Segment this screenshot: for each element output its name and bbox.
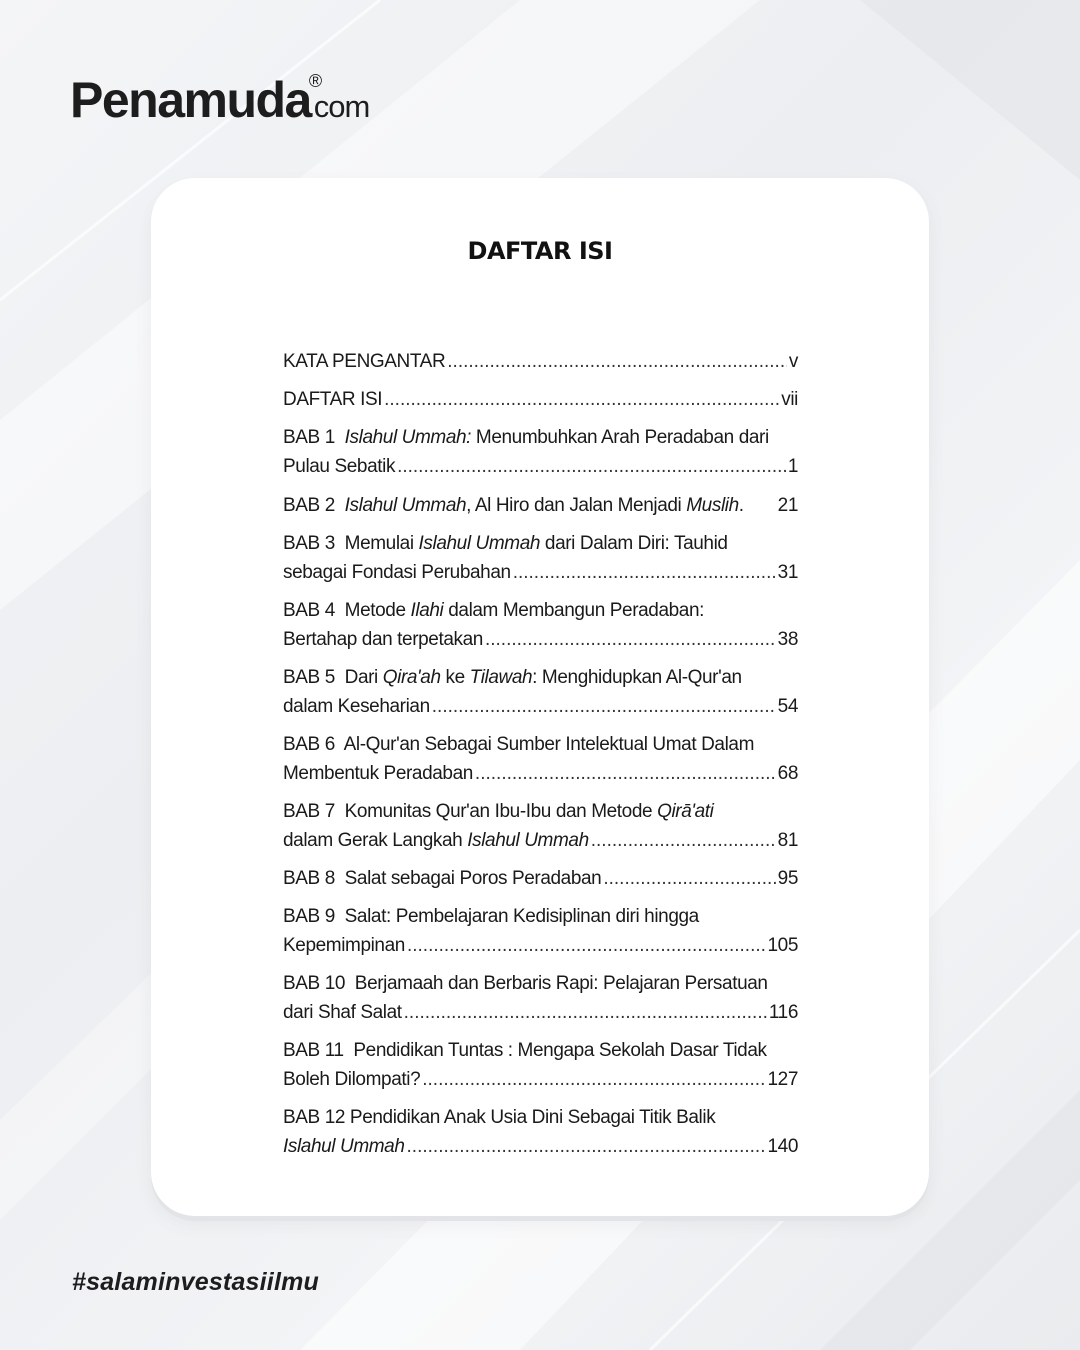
chapter-title: Al-Qur'an Sebagai Sumber Intelektual Umat Dalam (343, 734, 755, 755)
toc-entry (283, 596, 798, 654)
toc-entry-page: 105 (767, 935, 798, 956)
dot-leader (384, 385, 779, 414)
toc-entry (283, 385, 798, 414)
dot-leader (447, 347, 787, 376)
chapter-title-continued: dari Shaf Salat (283, 1002, 402, 1023)
chapter-title: Menumbuhkan Arah Peradaban dari (471, 427, 769, 448)
toc-entry-label: KATA PENGANTAR (283, 351, 446, 372)
toc-entry (283, 347, 798, 376)
toc-entry (283, 902, 798, 960)
document-card (151, 178, 929, 1216)
toc-entry (283, 864, 798, 893)
chapter-title: dalam Membangun Peradaban: (443, 600, 705, 621)
toc-entry-page: 38 (777, 629, 798, 650)
dot-leader (513, 558, 776, 587)
registered-mark: ® (308, 71, 323, 91)
toc-entry-page: v (788, 351, 798, 372)
chapter-title-continued: sebagai Fondasi Perubahan (283, 562, 511, 583)
chapter-title-italic: Islahul Ummah (418, 533, 541, 554)
chapter-title-italic: Islahul Ummah (344, 495, 467, 516)
chapter-title-continued: dalam Keseharian (283, 696, 430, 717)
toc-entry-page: 68 (777, 763, 798, 784)
toc-entry (283, 1036, 798, 1094)
chapter-title-continued: Bertahap dan terpetakan (283, 629, 483, 650)
chapter-number: BAB 6 (283, 734, 335, 755)
chapter-title: . (738, 495, 744, 516)
chapter-title: ke (440, 667, 470, 688)
toc-entry-page: 31 (777, 562, 798, 583)
brand-logo (70, 70, 369, 130)
hashtag: #salaminvestasiilmu (72, 1268, 319, 1296)
toc-entry-page: vii (781, 389, 798, 410)
dot-leader (591, 826, 776, 855)
chapter-title-italic: Muslih (686, 495, 739, 516)
chapter-number: BAB 10 (283, 973, 346, 994)
chapter-number: BAB 2 (283, 495, 335, 516)
chapter-title: Memulai (344, 533, 419, 554)
toc-entry-page: 140 (767, 1136, 798, 1157)
toc-entry (283, 797, 798, 855)
chapter-title-continued: Membentuk Peradaban (283, 763, 473, 784)
toc-entry (283, 529, 798, 587)
chapter-title: , Al Hiro dan Jalan Menjadi (466, 495, 687, 516)
chapter-number: BAB 1 (283, 427, 335, 448)
toc-entry-label: DAFTAR ISI (283, 389, 383, 410)
chapter-number: BAB 9 (283, 906, 335, 927)
chapter-title: Pendidikan Anak Usia Dini Sebagai Titik Balik (349, 1107, 716, 1128)
chapter-number: BAB 8 (283, 868, 335, 889)
chapter-number: BAB 5 (283, 667, 335, 688)
dot-leader (404, 998, 767, 1027)
dot-leader (603, 864, 775, 893)
dot-leader (475, 759, 776, 788)
chapter-title: Metode (344, 600, 411, 621)
toc-entry-page: 54 (777, 696, 798, 717)
chapter-number: BAB 11 (283, 1040, 344, 1061)
chapter-title: Pendidikan Tuntas : Mengapa Sekolah Dasar Tidak (353, 1040, 767, 1061)
document-title: DAFTAR ISI (467, 237, 613, 265)
chapter-title: dari Dalam Diri: Tauhid (540, 533, 728, 554)
dot-leader (485, 625, 776, 654)
chapter-number: BAB 12 (283, 1107, 346, 1128)
chapter-title-continued: Kepemimpinan (283, 935, 405, 956)
chapter-title-continued: Boleh Dilompati? (283, 1069, 421, 1090)
toc-entry (283, 491, 798, 520)
chapter-title: Berjamaah dan Berbaris Rapi: Pelajaran Persatuan (354, 973, 768, 994)
chapter-title-italic: Islahul Ummah (467, 830, 589, 851)
toc-entry-page: 127 (767, 1069, 798, 1090)
chapter-title: Komunitas Qur'an Ibu-Ibu dan Metode (344, 801, 658, 822)
toc-entry-page: 1 (787, 456, 798, 477)
chapter-title: Dari (344, 667, 383, 688)
chapter-title-italic: Tilawah (469, 667, 533, 688)
toc-entry-page: 21 (777, 495, 798, 516)
toc-entry-page: 116 (768, 1002, 798, 1023)
chapter-title-continued: Pulau Sebatik (283, 456, 396, 477)
chapter-title-italic: Islahul Ummah (283, 1136, 405, 1157)
toc-entry-page: 81 (777, 830, 798, 851)
chapter-title-italic: Islahul Ummah: (344, 427, 472, 448)
toc-entry (283, 730, 798, 788)
toc-entry (283, 1103, 798, 1161)
chapter-title: Salat sebagai Poros Peradaban (344, 868, 602, 889)
dot-leader (432, 692, 776, 721)
chapter-number: BAB 7 (283, 801, 335, 822)
toc-entry (283, 663, 798, 721)
table-of-contents (283, 347, 798, 1161)
dot-leader (407, 1132, 766, 1161)
chapter-title-italic: Qirā'ati (657, 801, 714, 822)
chapter-title: Salat: Pembelajaran Kedisiplinan diri hingga (344, 906, 699, 927)
chapter-title-italic: Ilahi (410, 600, 444, 621)
brand-domain: .com (306, 89, 370, 124)
chapter-title-italic: Qira'ah (382, 667, 441, 688)
chapter-number: BAB 3 (283, 533, 335, 554)
chapter-title-continued: dalam Gerak Langkah (283, 830, 468, 851)
dot-leader (397, 452, 786, 481)
chapter-number: BAB 4 (283, 600, 335, 621)
brand-name: Penamuda (70, 72, 311, 128)
dot-leader (407, 931, 766, 960)
toc-entry (283, 969, 798, 1027)
toc-entry (283, 423, 798, 481)
chapter-title: : Menghidupkan Al-Qur'an (532, 667, 742, 688)
dot-leader (422, 1065, 765, 1094)
toc-entry-page: 95 (777, 868, 798, 889)
